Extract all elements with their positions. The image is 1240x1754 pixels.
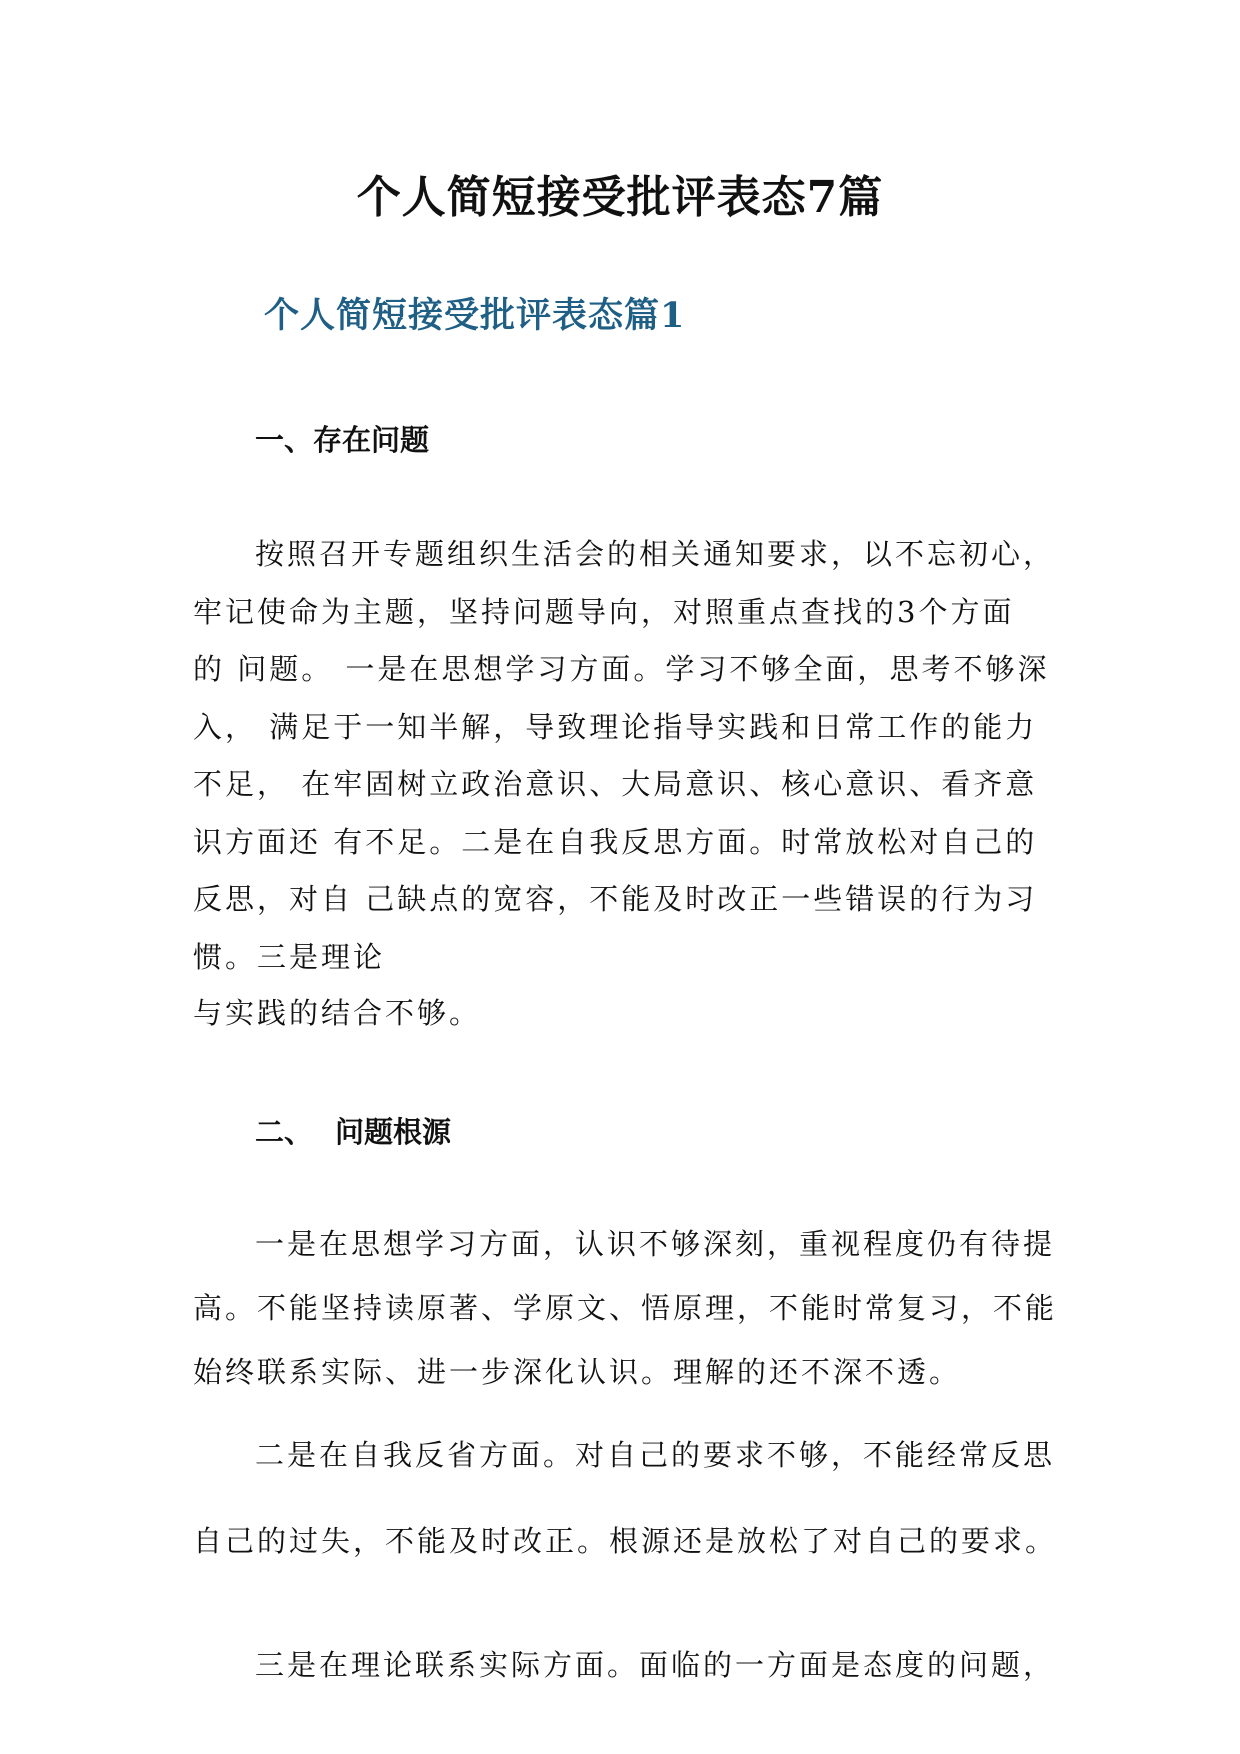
paragraph-line: 自己的过失，不能及时改正。根源还是放松了对自己的要求。 — [193, 1524, 1058, 1558]
paragraph-problems — [193, 526, 1055, 986]
paragraph-line: 识方面还 有不足。二是在自我反思方面。时常放松对自己的 — [193, 824, 1038, 859]
paragraph-line: 牢记使命为主题，坚持问题导向，对照重点查找的3个方面 — [193, 594, 1015, 629]
paragraph-line: 的 问题。 一是在思想学习方面。学习不够全面，思考不够深 — [193, 652, 1050, 686]
heading-existing-problems: 一、存在问题 — [255, 423, 430, 457]
paragraph-line: 一是在思想学习方面，认识不够深刻，重视程度仍有待提 — [255, 1227, 1056, 1261]
heading-problem-roots — [255, 1112, 451, 1152]
paragraph-problems-tail — [193, 985, 1055, 1043]
paragraph-line: 始终联系实际、进一步深化认识。理解的还不深不透。 — [193, 1355, 962, 1389]
heading-number: 二、 — [255, 1115, 314, 1149]
paragraph-line: 三是在理论联系实际方面。面临的一方面是态度的问题， — [255, 1648, 1056, 1682]
section-title: 个人简短接受批评表态篇1 — [264, 295, 686, 336]
paragraph-line: 惯。三是理论 — [193, 939, 386, 974]
paragraph-theory-practice-roots — [193, 1637, 1055, 1695]
paragraph-study-roots — [193, 1212, 1058, 1404]
paragraph-self-reflection-roots — [193, 1412, 1058, 1584]
paragraph-line: 反思，对自 己缺点的宽容，不能及时改正一些错误的行为习 — [193, 882, 1038, 916]
paragraph-line: 二是在自我反省方面。对自己的要求不够，不能经常反思 — [255, 1438, 1056, 1472]
paragraph-line: 高。不能坚持读原著、学原文、悟原理，不能时常复习，不能 — [193, 1291, 1058, 1325]
paragraph-line: 不足， 在牢固树立政治意识、大局意识、核心意识、看齐意 — [193, 767, 1038, 801]
paragraph-line: 按照召开专题组织生活会的相关通知要求，以不忘初心， — [255, 537, 1056, 571]
paragraph-line: 入， 满足于一知半解，导致理论指导实践和日常工作的能力 — [193, 709, 1038, 744]
document-title: 个人简短接受批评表态7篇 — [356, 172, 884, 223]
paragraph-line: 与实践的结合不够。 — [193, 996, 482, 1030]
heading-text: 问题根源 — [335, 1115, 452, 1149]
